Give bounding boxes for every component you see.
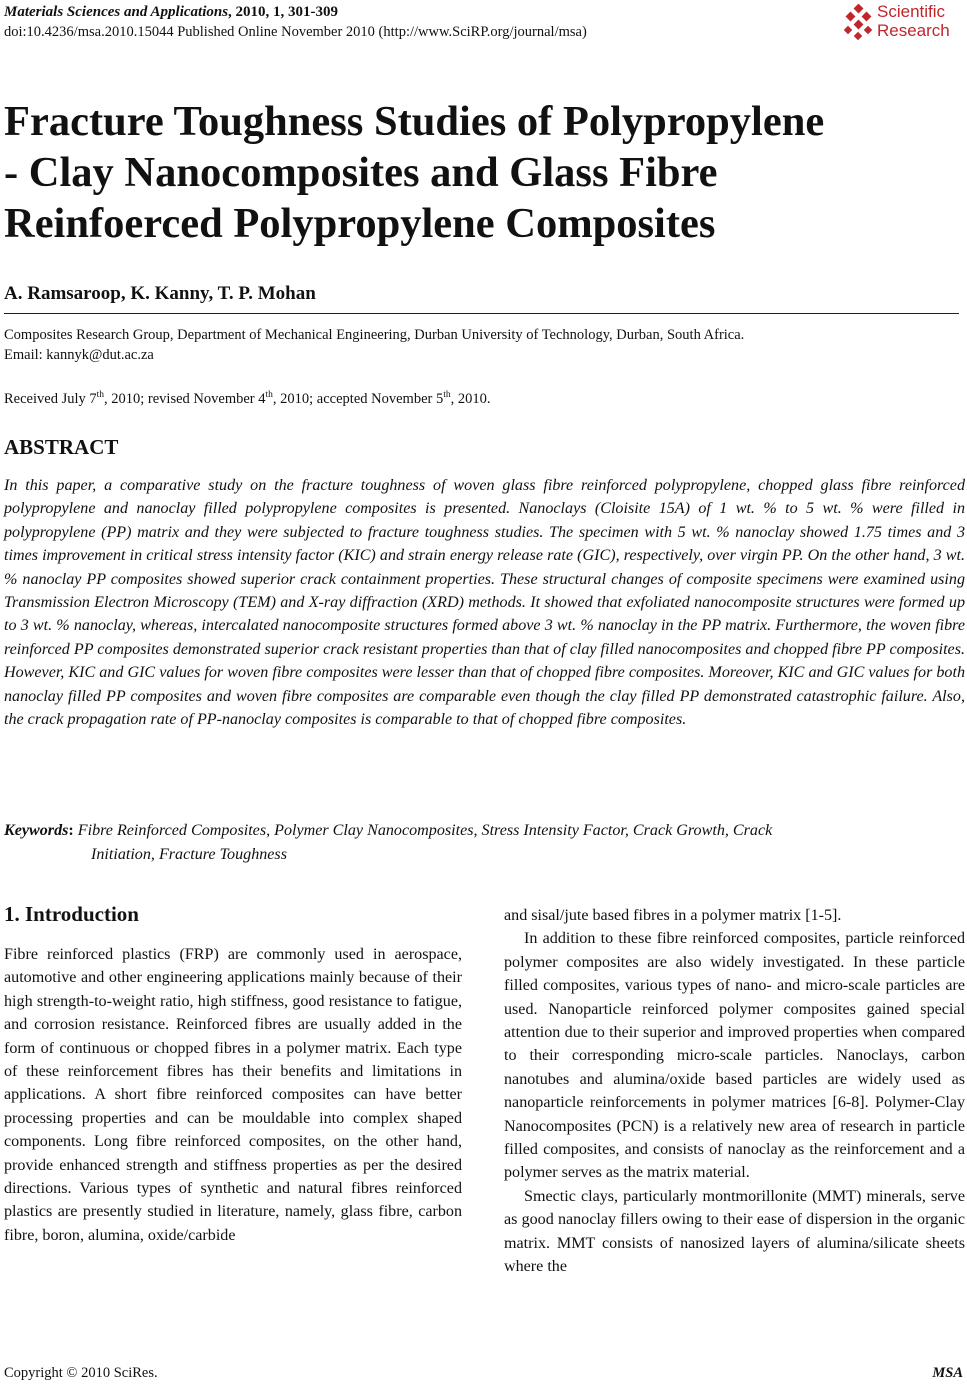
publisher-logo-line2: Research (877, 21, 950, 40)
paragraph: In addition to these fibre reinforced composites, particle reinforced polymer composites are also widely investigated. In these particle filled composites, various types of nano- and micro-scale particles are used. Nanoparticle reinforced polymer composites gained special attention due to their superior and improved properties when compared to their corresponding micro-scale particles. Nanoclays, carbon nanotubes and alumina/oxide based particles are widely used as nanoparticle reinforcements in polymer matrices [6-8]. Polymer-Clay Nanocomposites (PCN) is a relatively new area of research in particle filled composites, and consists of nanoclay as the reinforcement and a polymer serves as the matrix material. (504, 930, 965, 1182)
affiliation: Composites Research Group, Department of Mechanical Engineering, Durban University of Technology, Durban, South Africa. (4, 327, 745, 343)
journal-citation (4, 2, 338, 22)
received-sup-1: th (96, 390, 105, 400)
paragraph: Smectic clays, particularly montmorillonite (MMT) minerals, serve as good nanoclay fillers owing to their ease of dispersion in the organic matrix. MMT consists of nanosized layers of alumina/silicate sheets where the (504, 1187, 965, 1276)
keywords-label: Keywords (4, 822, 69, 839)
keywords: Keywords: Fibre Reinforced Composites, Polymer Clay Nanocomposites, Stress Intensity Factor, Crack Growth, Crack Initiation, Fracture Toughness (4, 819, 965, 867)
publisher-logo-icon (841, 4, 875, 42)
publisher-logo-line1: Scientific (877, 2, 946, 21)
affiliation-block (4, 325, 959, 365)
journal-abbreviation: MSA (932, 1365, 963, 1381)
keywords-line-1: Fibre Reinforced Composites, Polymer Clay Nanocomposites, Stress Intensity Factor, Crack Growth, Crack (77, 822, 773, 839)
publisher-logo-text (877, 2, 950, 40)
corresponding-email: Email: kannyk@dut.ac.za (4, 347, 154, 363)
author-list: A. Ramsaroop, K. Kanny, T. P. Mohan (4, 283, 316, 304)
section-heading-introduction: 1. Introduction (4, 902, 139, 926)
abstract-text: In this paper, a comparative study on the fracture toughness of woven glass fibre reinforced polypropylene, chopped glass fibre reinforced polypropylene and nanoclay filled polypropylene composites is presented. Nanoclays (Cloisite 15A) of 1 wt. % to 5 wt. % were filled in polypropylene (PP) matrix and they were subjected to fracture toughness studies. The specimen with 5 wt. % nanoclay showed 1.75 times and 3 times improvement in critical stress intensity factor (KIC) and strain energy release rate (GIC), respectively, over virgin PP. On the other hand, 3 wt. % nanoclay PP composites showed superior crack containment properties. These structural changes of composite specimens were examined using Transmission Electron Microscopy (TEM) and X-ray diffraction (XRD) methods. It showed that exfoliated nanocomposite structures were formed up to 3 wt. % nanoclay, whereas, intercalated nanocomposite structures formed above 3 wt. % nanoclay in the PP matrix. Furthermore, the woven fibre reinforced PP composites demonstrated superior crack resistant properties than that of clay filled nanocomposites and chopped fibre PP composites. However, KIC and GIC values for woven fibre composites were lesser than that of chopped fibre composites. Moreover, KIC and GIC values for both nanoclay filled PP composites and woven fibre composites are comparable even though the clay filled PP demonstrated catastrophic failure. Also, the crack propagation rate of PP-nanoclay composites is comparable to that of chopped fibre composites. (4, 477, 965, 729)
paragraph: Fibre reinforced plastics (FRP) are commonly used in aerospace, automotive and other engineering applications mainly because of their high strength-to-weight ratio, high stiffness, good resistance to fatigue, and corrosion resistance. Reinforced fibres are usually added in the form of continuous or chopped fibres in a polymer matrix. Each type of these reinforcement fibres has their benefits and limitations in applications. A short fibre reinforced composites can have better processing properties and can be mouldable into complex shaped components. Long fibre reinforced composites, on the other hand, provide enhanced strength and stiffness properties as per the desired directions. Various types of synthetic and natural fibres reinforced plastics are presently studied in literature, namely, glass fibre, carbon fibre, boron, alumina, oxide/carbide (4, 946, 462, 1244)
title-line-1: Fracture Toughness Studies of Polypropylene (4, 98, 825, 145)
received-sup-2: th (265, 390, 273, 400)
title-line-2: - Clay Nanocomposites and Glass Fibre (4, 149, 718, 196)
header-divider (4, 313, 959, 314)
keywords-line-2: Initiation, Fracture Toughness (91, 846, 287, 863)
received-text-2: , 2010; revised November 4 (104, 390, 266, 407)
paper-title (4, 96, 944, 249)
journal-volume-pages: , 2010, 1, 301-309 (228, 4, 339, 20)
title-line-3: Reinfoerced Polypropylene Composites (4, 200, 716, 247)
paragraph: and sisal/jute based fibres in a polymer matrix [1-5]. (504, 907, 842, 924)
abstract-heading: ABSTRACT (4, 435, 119, 459)
journal-name: Materials Sciences and Applications (4, 4, 229, 20)
left-column (4, 943, 462, 1247)
received-text-3: , 2010; accepted November 5 (272, 390, 444, 407)
right-column (504, 904, 965, 1279)
copyright-notice: Copyright © 2010 SciRes. (4, 1365, 158, 1381)
doi-line: doi:10.4236/msa.2010.15044 Published Online November 2010 (http://www.SciRP.org/journal/msa) (4, 24, 587, 40)
received-text-1: Received July 7 (4, 390, 97, 407)
publisher-logo (841, 2, 963, 46)
received-sup-3: th (443, 390, 451, 400)
received-dates (4, 385, 490, 409)
received-text-4: , 2010. (450, 390, 491, 407)
